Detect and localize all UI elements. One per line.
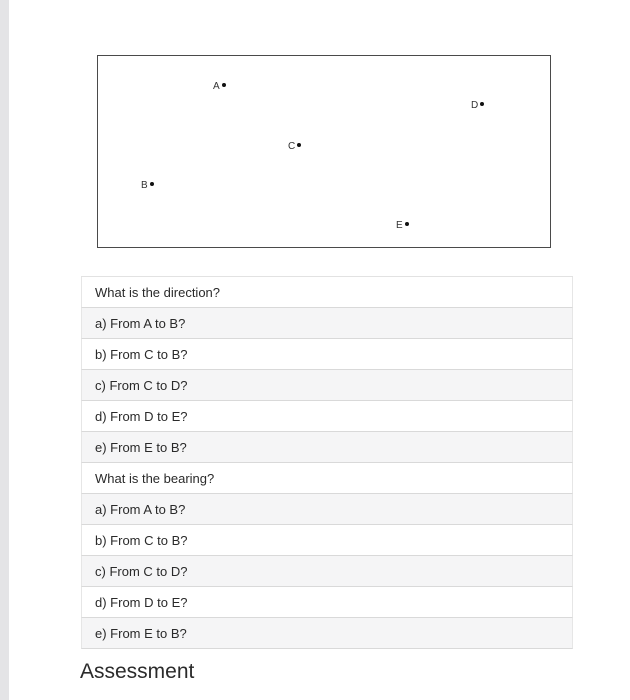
- question-text: e) From E to B?: [95, 625, 187, 641]
- point-e-dot: [405, 222, 409, 226]
- questions-table: [81, 276, 573, 649]
- table-row: [81, 618, 573, 649]
- table-row: [81, 432, 573, 463]
- question-text: b) From C to B?: [95, 532, 188, 548]
- point-d: [471, 101, 484, 111]
- table-row: [81, 463, 573, 494]
- point-b: [141, 181, 154, 191]
- point-a-dot: [222, 83, 226, 87]
- question-text: d) From D to E?: [95, 408, 188, 424]
- point-c: [288, 142, 301, 152]
- point-a: [213, 82, 226, 92]
- left-edge-strip: [0, 0, 9, 700]
- question-text: c) From C to D?: [95, 377, 188, 393]
- point-b-dot: [150, 182, 154, 186]
- question-text: b) From C to B?: [95, 346, 188, 362]
- table-row: [81, 370, 573, 401]
- table-row: [81, 339, 573, 370]
- bearing-heading: What is the bearing?: [95, 470, 215, 486]
- point-c-dot: [297, 143, 301, 147]
- point-d-dot: [480, 102, 484, 106]
- table-row: [81, 525, 573, 556]
- points-diagram: [97, 55, 551, 248]
- table-row: [81, 587, 573, 618]
- question-text: d) From D to E?: [95, 594, 188, 610]
- question-text: a) From A to B?: [95, 315, 186, 331]
- point-d-label: D: [471, 100, 479, 111]
- question-text: e) From E to B?: [95, 439, 187, 455]
- point-a-label: A: [213, 81, 220, 92]
- table-row: [81, 494, 573, 525]
- table-row: [81, 277, 573, 308]
- table-row: [81, 556, 573, 587]
- table-row: [81, 401, 573, 432]
- assessment-title: Assessment: [80, 660, 195, 683]
- question-text: c) From C to D?: [95, 563, 188, 579]
- point-e-label: E: [396, 220, 403, 231]
- point-e: [396, 221, 409, 231]
- point-c-label: C: [288, 141, 296, 152]
- point-b-label: B: [141, 180, 148, 191]
- direction-heading: What is the direction?: [95, 284, 221, 300]
- question-text: a) From A to B?: [95, 501, 186, 517]
- table-row: [81, 308, 573, 339]
